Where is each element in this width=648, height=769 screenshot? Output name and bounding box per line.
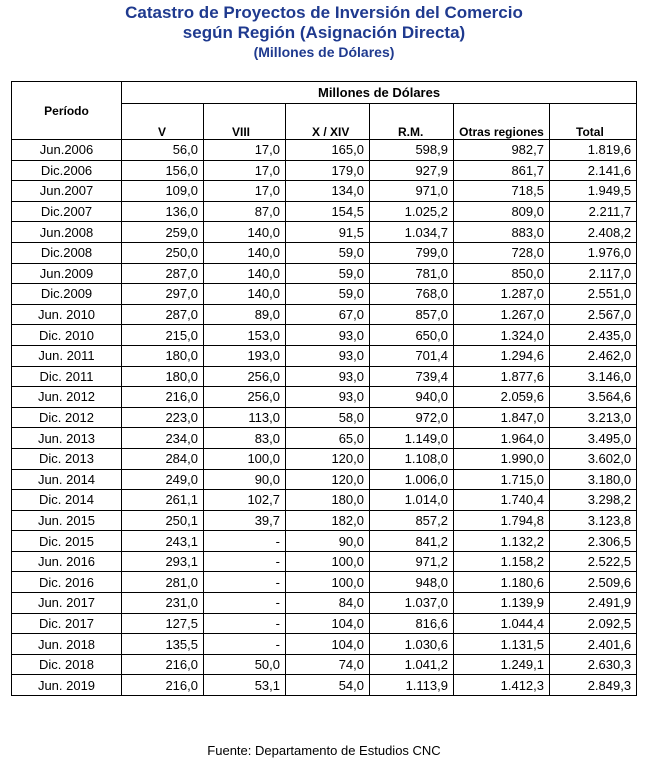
value-cell: 93,0: [286, 366, 370, 387]
period-cell: Jun. 2011: [12, 345, 122, 366]
value-cell: 2.630,3: [550, 654, 637, 675]
period-cell: Dic. 2012: [12, 407, 122, 428]
value-cell: 120,0: [286, 469, 370, 490]
value-cell: 3.495,0: [550, 428, 637, 449]
value-cell: 179,0: [286, 160, 370, 181]
value-cell: 180,0: [122, 345, 204, 366]
value-cell: 287,0: [122, 263, 204, 284]
value-cell: 857,0: [370, 304, 454, 325]
value-cell: 718,5: [454, 181, 550, 202]
value-cell: 65,0: [286, 428, 370, 449]
value-cell: -: [204, 593, 286, 614]
period-cell: Jun. 2010: [12, 304, 122, 325]
period-cell: Dic.2008: [12, 242, 122, 263]
value-cell: 1.149,0: [370, 428, 454, 449]
period-cell: Jun.2006: [12, 140, 122, 161]
value-cell: 2.435,0: [550, 325, 637, 346]
value-cell: 1.249,1: [454, 654, 550, 675]
value-cell: 3.123,8: [550, 510, 637, 531]
value-cell: 971,2: [370, 551, 454, 572]
value-cell: 2.491,9: [550, 593, 637, 614]
period-cell: Dic. 2016: [12, 572, 122, 593]
value-cell: 250,1: [122, 510, 204, 531]
table-row: [12, 407, 637, 428]
value-cell: 972,0: [370, 407, 454, 428]
value-cell: 153,0: [204, 325, 286, 346]
value-cell: 3.180,0: [550, 469, 637, 490]
value-cell: 1.294,6: [454, 345, 550, 366]
value-cell: 1.108,0: [370, 448, 454, 469]
value-cell: 87,0: [204, 201, 286, 222]
value-cell: 284,0: [122, 448, 204, 469]
value-cell: 104,0: [286, 613, 370, 634]
period-cell: Jun.2009: [12, 263, 122, 284]
value-cell: 1.715,0: [454, 469, 550, 490]
value-cell: 940,0: [370, 387, 454, 408]
table-row: [12, 284, 637, 305]
value-cell: 83,0: [204, 428, 286, 449]
value-cell: 3.213,0: [550, 407, 637, 428]
value-cell: 2.522,5: [550, 551, 637, 572]
table-row: [12, 201, 637, 222]
table-row: [12, 654, 637, 675]
period-cell: Jun. 2016: [12, 551, 122, 572]
source-note: Fuente: Departamento de Estudios CNC: [207, 743, 441, 758]
period-cell: Dic. 2018: [12, 654, 122, 675]
value-cell: 883,0: [454, 222, 550, 243]
column-header: Total: [550, 104, 637, 140]
period-cell: Dic.2007: [12, 201, 122, 222]
value-cell: 1.034,7: [370, 222, 454, 243]
period-cell: Jun.2007: [12, 181, 122, 202]
period-cell: Jun. 2015: [12, 510, 122, 531]
period-header: Período: [12, 82, 122, 140]
period-cell: Jun. 2018: [12, 634, 122, 655]
value-cell: 59,0: [286, 263, 370, 284]
value-cell: 256,0: [204, 387, 286, 408]
value-cell: 140,0: [204, 284, 286, 305]
table-row: [12, 428, 637, 449]
value-cell: -: [204, 572, 286, 593]
value-cell: 56,0: [122, 140, 204, 161]
value-cell: 102,7: [204, 490, 286, 511]
value-cell: 948,0: [370, 572, 454, 593]
value-cell: 89,0: [204, 304, 286, 325]
value-cell: 216,0: [122, 675, 204, 696]
value-cell: 781,0: [370, 263, 454, 284]
value-cell: 3.146,0: [550, 366, 637, 387]
table-row: [12, 593, 637, 614]
table-row: [12, 387, 637, 408]
table-row: [12, 469, 637, 490]
value-cell: 154,5: [286, 201, 370, 222]
value-cell: -: [204, 613, 286, 634]
value-cell: 1.740,4: [454, 490, 550, 511]
value-cell: 53,1: [204, 675, 286, 696]
period-cell: Dic. 2015: [12, 531, 122, 552]
value-cell: -: [204, 634, 286, 655]
value-cell: 1.037,0: [370, 593, 454, 614]
value-cell: 2.849,3: [550, 675, 637, 696]
value-cell: 67,0: [286, 304, 370, 325]
value-cell: 971,0: [370, 181, 454, 202]
value-cell: 50,0: [204, 654, 286, 675]
value-cell: 134,0: [286, 181, 370, 202]
value-cell: 215,0: [122, 325, 204, 346]
period-cell: Jun. 2012: [12, 387, 122, 408]
value-cell: 1.180,6: [454, 572, 550, 593]
period-cell: Dic. 2010: [12, 325, 122, 346]
value-cell: 140,0: [204, 222, 286, 243]
table-row: [12, 160, 637, 181]
value-cell: 1.324,0: [454, 325, 550, 346]
value-cell: 3.602,0: [550, 448, 637, 469]
period-cell: Jun.2008: [12, 222, 122, 243]
value-cell: 701,4: [370, 345, 454, 366]
value-cell: 1.412,3: [454, 675, 550, 696]
group-header: Millones de Dólares: [122, 82, 637, 104]
value-cell: 841,2: [370, 531, 454, 552]
value-cell: 2.059,6: [454, 387, 550, 408]
value-cell: 140,0: [204, 242, 286, 263]
value-cell: 193,0: [204, 345, 286, 366]
period-cell: Jun. 2014: [12, 469, 122, 490]
value-cell: -: [204, 531, 286, 552]
table-row: [12, 366, 637, 387]
title-line-1: Catastro de Proyectos de Inversión del Comercio: [125, 3, 523, 22]
value-cell: 243,1: [122, 531, 204, 552]
value-cell: 104,0: [286, 634, 370, 655]
value-cell: 58,0: [286, 407, 370, 428]
value-cell: 2.567,0: [550, 304, 637, 325]
period-cell: Dic. 2017: [12, 613, 122, 634]
table-row: [12, 140, 637, 161]
value-cell: 93,0: [286, 387, 370, 408]
value-cell: 93,0: [286, 345, 370, 366]
table-row: [12, 304, 637, 325]
value-cell: 1.990,0: [454, 448, 550, 469]
value-cell: 1.949,5: [550, 181, 637, 202]
column-header: VIII: [204, 104, 286, 140]
value-cell: 90,0: [286, 531, 370, 552]
value-cell: 93,0: [286, 325, 370, 346]
period-cell: Dic. 2011: [12, 366, 122, 387]
value-cell: 1.030,6: [370, 634, 454, 655]
value-cell: 1.877,6: [454, 366, 550, 387]
value-cell: 2.408,2: [550, 222, 637, 243]
table-row: [12, 510, 637, 531]
value-cell: 259,0: [122, 222, 204, 243]
value-cell: 1.158,2: [454, 551, 550, 572]
period-cell: Dic. 2014: [12, 490, 122, 511]
value-cell: 1.976,0: [550, 242, 637, 263]
table-row: [12, 531, 637, 552]
value-cell: 17,0: [204, 140, 286, 161]
value-cell: 100,0: [286, 572, 370, 593]
value-cell: 180,0: [122, 366, 204, 387]
value-cell: 100,0: [204, 448, 286, 469]
value-cell: 100,0: [286, 551, 370, 572]
value-cell: 1.025,2: [370, 201, 454, 222]
value-cell: 2.092,5: [550, 613, 637, 634]
value-cell: 216,0: [122, 387, 204, 408]
value-cell: 2.117,0: [550, 263, 637, 284]
table-row: [12, 634, 637, 655]
value-cell: 216,0: [122, 654, 204, 675]
value-cell: 120,0: [286, 448, 370, 469]
period-cell: Dic. 2013: [12, 448, 122, 469]
table-row: [12, 490, 637, 511]
value-cell: 293,1: [122, 551, 204, 572]
table-row: [12, 242, 637, 263]
value-cell: 2.401,6: [550, 634, 637, 655]
value-cell: 17,0: [204, 181, 286, 202]
value-cell: 2.141,6: [550, 160, 637, 181]
period-cell: Dic.2006: [12, 160, 122, 181]
value-cell: 287,0: [122, 304, 204, 325]
value-cell: 113,0: [204, 407, 286, 428]
table-row: [12, 181, 637, 202]
value-cell: 861,7: [454, 160, 550, 181]
value-cell: 182,0: [286, 510, 370, 531]
value-cell: 1.006,0: [370, 469, 454, 490]
period-cell: Dic.2009: [12, 284, 122, 305]
value-cell: 223,0: [122, 407, 204, 428]
table-row: [12, 448, 637, 469]
value-cell: 850,0: [454, 263, 550, 284]
value-cell: 650,0: [370, 325, 454, 346]
table-row: [12, 263, 637, 284]
value-cell: 135,5: [122, 634, 204, 655]
value-cell: 1.131,5: [454, 634, 550, 655]
value-cell: 84,0: [286, 593, 370, 614]
value-cell: 109,0: [122, 181, 204, 202]
value-cell: 59,0: [286, 242, 370, 263]
value-cell: 140,0: [204, 263, 286, 284]
value-cell: 2.509,6: [550, 572, 637, 593]
column-header: Otras regiones: [454, 104, 550, 140]
value-cell: 136,0: [122, 201, 204, 222]
value-cell: 1.139,9: [454, 593, 550, 614]
table-row: [12, 613, 637, 634]
column-header: R.M.: [370, 104, 454, 140]
value-cell: 927,9: [370, 160, 454, 181]
table-row: [12, 325, 637, 346]
value-cell: 39,7: [204, 510, 286, 531]
value-cell: 180,0: [286, 490, 370, 511]
table-row: [12, 345, 637, 366]
value-cell: -: [204, 551, 286, 572]
value-cell: 2.462,0: [550, 345, 637, 366]
value-cell: 1.132,2: [454, 531, 550, 552]
value-cell: 249,0: [122, 469, 204, 490]
value-cell: 165,0: [286, 140, 370, 161]
value-cell: 1.267,0: [454, 304, 550, 325]
value-cell: 91,5: [286, 222, 370, 243]
title-line-3: (Millones de Dólares): [253, 44, 395, 60]
value-cell: 768,0: [370, 284, 454, 305]
period-cell: Jun. 2017: [12, 593, 122, 614]
document-title: [0, 2, 648, 61]
column-header: X / XIV: [286, 104, 370, 140]
value-cell: 281,0: [122, 572, 204, 593]
period-cell: Jun. 2019: [12, 675, 122, 696]
value-cell: 816,6: [370, 613, 454, 634]
value-cell: 54,0: [286, 675, 370, 696]
value-cell: 2.551,0: [550, 284, 637, 305]
table-row: [12, 222, 637, 243]
value-cell: 156,0: [122, 160, 204, 181]
value-cell: 1.044,4: [454, 613, 550, 634]
value-cell: 231,0: [122, 593, 204, 614]
value-cell: 1.819,6: [550, 140, 637, 161]
table-body: [12, 140, 637, 696]
value-cell: 1.794,8: [454, 510, 550, 531]
table-row: [12, 675, 637, 696]
value-cell: 3.564,6: [550, 387, 637, 408]
value-cell: 261,1: [122, 490, 204, 511]
value-cell: 739,4: [370, 366, 454, 387]
value-cell: 3.298,2: [550, 490, 637, 511]
value-cell: 1.014,0: [370, 490, 454, 511]
value-cell: 234,0: [122, 428, 204, 449]
value-cell: 1.041,2: [370, 654, 454, 675]
value-cell: 809,0: [454, 201, 550, 222]
value-cell: 59,0: [286, 284, 370, 305]
table-row: [12, 551, 637, 572]
column-header: V: [122, 104, 204, 140]
period-cell: Jun. 2013: [12, 428, 122, 449]
value-cell: 1.964,0: [454, 428, 550, 449]
value-cell: 728,0: [454, 242, 550, 263]
value-cell: 1.287,0: [454, 284, 550, 305]
value-cell: 250,0: [122, 242, 204, 263]
value-cell: 1.847,0: [454, 407, 550, 428]
value-cell: 90,0: [204, 469, 286, 490]
value-cell: 2.211,7: [550, 201, 637, 222]
value-cell: 127,5: [122, 613, 204, 634]
value-cell: 598,9: [370, 140, 454, 161]
table-row: [12, 572, 637, 593]
investment-table: [11, 81, 637, 696]
value-cell: 17,0: [204, 160, 286, 181]
title-line-2: según Región (Asignación Directa): [182, 23, 466, 42]
value-cell: 74,0: [286, 654, 370, 675]
value-cell: 256,0: [204, 366, 286, 387]
value-cell: 297,0: [122, 284, 204, 305]
value-cell: 2.306,5: [550, 531, 637, 552]
value-cell: 799,0: [370, 242, 454, 263]
value-cell: 1.113,9: [370, 675, 454, 696]
value-cell: 982,7: [454, 140, 550, 161]
value-cell: 857,2: [370, 510, 454, 531]
